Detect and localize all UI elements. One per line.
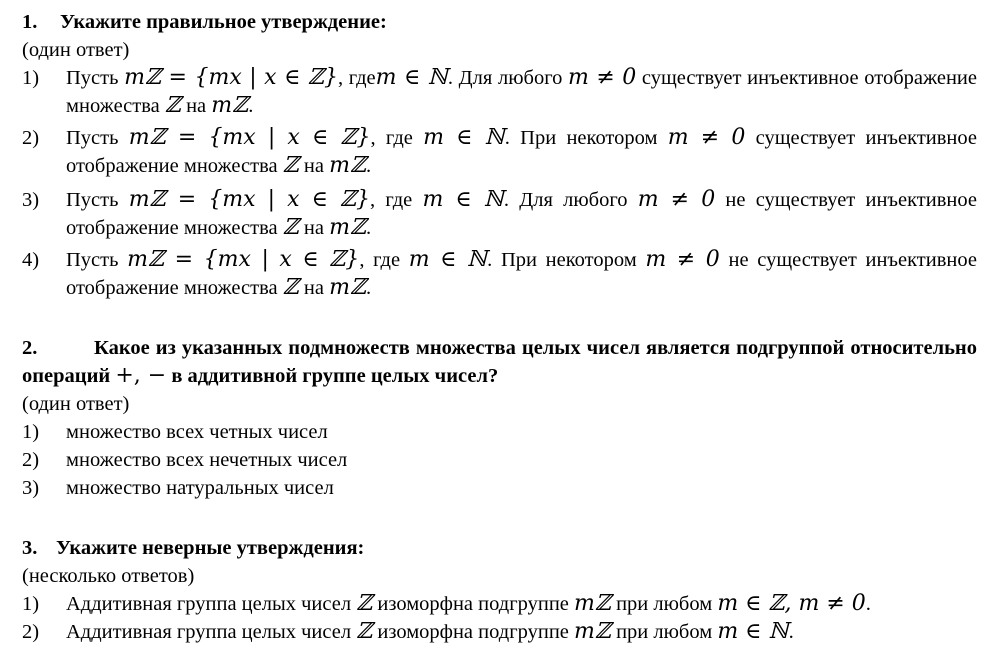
option-text: . [366,217,372,239]
formula: mℤ [574,619,611,644]
formula: ℤ [282,275,299,300]
formula: m ≠ 0 [645,247,720,272]
formula: ℤ [164,93,181,118]
spacer [22,302,977,334]
formula: ℤ [356,619,373,644]
option-text: Пусть [66,127,129,149]
question-2-subtitle: (один ответ) [22,393,130,415]
option-text: , где [370,189,423,211]
option-text: Аддитивная группа целых чисел [66,593,357,615]
question-3-number: 3. [22,537,38,559]
question-2-title-text-end: в аддитивной группе целых чисел? [166,365,499,387]
question-3 [22,534,977,646]
formula: ℤ [282,153,299,178]
formula: mℤ = {mx | x ∈ ℤ} [128,125,371,150]
option-text: на [180,95,212,117]
option-number: 1) [22,421,40,443]
option-text: не существует инъективное отображение множества [66,249,977,299]
option-text: . [788,621,794,643]
option-text: Пусть [66,249,128,271]
option-text: на [298,217,330,239]
option-text: , где [359,249,409,271]
formula: mℤ = {mx | x ∈ ℤ} [128,187,370,212]
option-number: 4) [22,249,40,271]
formula: m ≠ 0 [637,187,716,212]
formula: mℤ [329,215,367,240]
formula: mℤ = {mx | x ∈ ℤ} [127,247,360,272]
option-text: . [248,95,254,117]
option-text: Аддитивная группа целых чисел [66,621,357,643]
option-text: изоморфна подгруппе [372,621,575,643]
formula: mℤ [329,153,367,178]
option-text: . [366,277,372,299]
option-text: . [865,593,871,615]
option-text: , где [370,127,424,149]
question-1-title-text: Укажите правильное утверждение: [60,11,387,33]
question-2-number: 2. [22,337,38,359]
formula: m ≠ 0 [567,65,637,90]
question-3-option-2[interactable] [22,618,977,646]
option-text: на [298,155,330,177]
question-3-title [22,534,977,562]
formula: m ∈ ℕ [408,247,488,272]
option-number: 1) [22,593,40,615]
question-2 [22,334,977,502]
question-1-title [22,8,977,36]
formula: m ∈ ℕ [375,65,448,90]
option-text: . При некотором [487,249,646,271]
question-1-subtitle: (один ответ) [22,39,130,61]
formula: mℤ [574,591,611,616]
option-number: 2) [22,449,40,471]
formula: ℤ [356,591,373,616]
option-number: 3) [22,189,40,211]
formula: m ∈ ℕ [423,125,505,150]
question-2-title-text: Какое из указанных подмножеств множества целых чисел является подгруппой относительно операций [22,337,977,387]
option-text: множество всех нечетных чисел [66,449,348,471]
question-1-number: 1. [22,11,38,33]
option-text: . При некотором [504,127,668,149]
question-1-option-1[interactable] [22,64,977,120]
question-1-option-3[interactable] [22,186,977,242]
question-2-option-1[interactable] [22,418,977,446]
option-text: не существует инъективное отображение множества [66,189,977,239]
option-text: Пусть [66,67,125,89]
option-text: . [366,155,372,177]
option-number: 3) [22,477,40,499]
option-text: существует инъективное отображение множества [66,127,977,177]
option-text: . Для любого [447,67,568,89]
option-text: существует инъективное отображение множества [66,67,978,117]
question-1-option-2[interactable] [22,124,977,180]
option-number: 1) [22,67,40,89]
option-text: , где [337,67,376,89]
formula: ℤ [282,215,299,240]
formula: mℤ [211,93,249,118]
option-text: на [298,277,330,299]
option-text: изоморфна подгруппе [372,593,575,615]
formula: m ∈ ℕ [717,619,789,644]
option-text: Пусть [66,189,129,211]
option-text: при любом [610,593,718,615]
formula: m ∈ ℤ, m ≠ 0 [717,591,866,616]
option-text: множество всех четных чисел [66,421,328,443]
spacer [22,502,977,534]
formula: mℤ [329,275,367,300]
option-number: 2) [22,621,40,643]
question-1-option-4[interactable] [22,246,977,302]
formula: m ∈ ℕ [422,187,504,212]
question-2-option-2[interactable] [22,446,977,474]
formula: mℤ = {mx | x ∈ ℤ} [124,65,338,90]
question-1 [22,8,977,302]
option-number: 2) [22,127,40,149]
formula: +, − [115,363,167,388]
question-2-option-3[interactable] [22,474,977,502]
formula: m ≠ 0 [667,125,746,150]
question-2-title [22,334,977,390]
option-text: . Для любого [503,189,638,211]
option-text: при любом [610,621,718,643]
question-3-title-text: Укажите неверные утверждения: [56,537,365,559]
question-3-option-1[interactable] [22,590,977,618]
option-text: множество натуральных чисел [66,477,334,499]
question-3-subtitle: (несколько ответов) [22,565,195,587]
